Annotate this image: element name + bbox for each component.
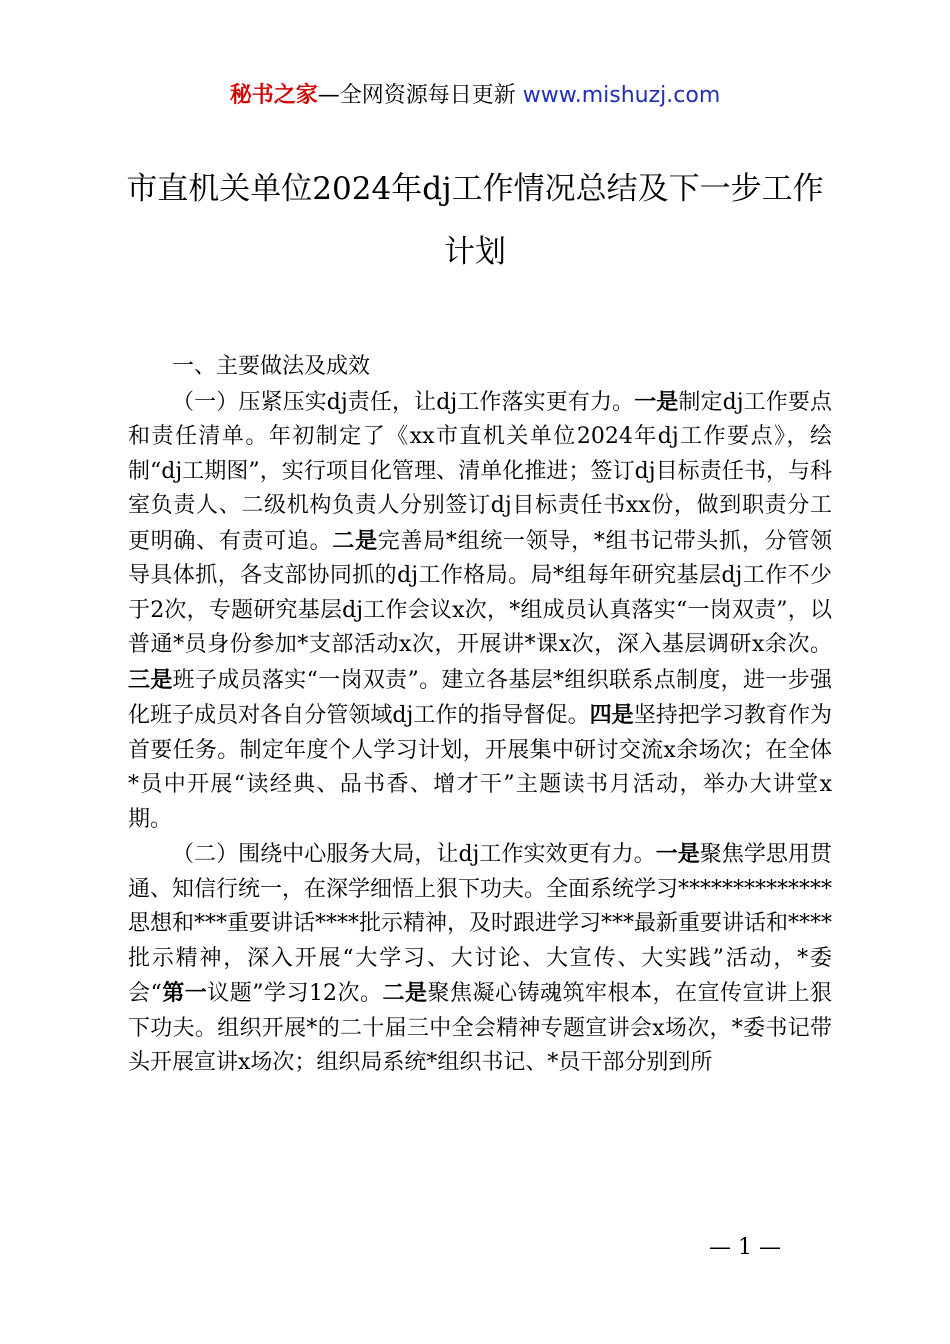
site-brand: 秘书之家 — [229, 83, 318, 108]
site-url-link[interactable]: www.mishuzj.com — [522, 83, 721, 108]
ordinal-marker: 四是 — [589, 702, 634, 728]
paragraph-text: 坚持把学习教育作为首要任务。制定年度个人学习计划，开展集中研讨交流x余场次；在全体*员中开展“读经典、品书香、增才干”主题读书月活动，举办大讲堂x期。 — [128, 703, 832, 832]
site-header — [0, 80, 950, 112]
paragraph-text: 议题”学习12次。 — [207, 981, 383, 1006]
ordinal-marker: 二是 — [332, 527, 378, 554]
page-number: — 1 — — [709, 1235, 781, 1260]
section-heading: 一、主要做法及成效 — [172, 354, 371, 379]
document-body — [128, 350, 832, 1081]
paragraph-responsibility — [128, 385, 832, 838]
paragraph-lead: （一）压紧压实dj责任，让dj工作落实更有力。 — [172, 389, 635, 415]
paragraph-text: 班子成员落实“一岗双责”。建立各基层*组织联系点制度，进一步强化班子成员对各自分管领域dj工作的指导督促。 — [128, 667, 832, 728]
paragraph-text: 制定dj工作要点和责任清单。年初制定了《xx市直机关单位2024年dj工作要点》，绘制“dj工期图”，实行项目化管理、清单化推进；签订dj目标责任书，与科室负责人、二级机构负责人分别签订dj目标责任书xx份，做到职责分工更明确、有责可追。 — [128, 389, 833, 554]
paragraph-service — [128, 837, 832, 1081]
ordinal-marker: 二是 — [382, 980, 428, 1006]
ordinal-marker: 三是 — [128, 666, 173, 693]
paragraph-text: 聚焦凝心铸魂筑牢根本，在宣传宣讲上狠下功夫。组织开展*的二十届三中全会精神专题宣讲会x场次，*委书记带头开展宣讲x场次；组织局系统*组织书记、*员干部分别到所 — [128, 981, 832, 1075]
ordinal-marker: 一是 — [634, 388, 679, 415]
document-title: 市直机关单位2024年dj工作情况总结及下一步工作计划 — [126, 171, 824, 270]
paragraph-text: 完善局*组统一领导，*组书记带头抓，分管领导具体抓，各支部协同抓的dj工作格局。局*组每年研究基层dj工作不少于2次，专题研究基层dj工作会议x次，*组成员认真落实“一岗双责”，以普通*员身份参加*支部活动x次，开展讲*课x次，深入基层调研x余次。 — [128, 528, 832, 657]
ordinal-marker: 一是 — [655, 841, 700, 867]
site-tagline: —全网资源每日更新 — [317, 83, 516, 108]
paragraph-lead: （二）围绕中心服务大局，让dj工作实效更有力。 — [172, 842, 656, 867]
paragraph-text: 聚焦学思用贯通、知信行统一，在深学细悟上狠下功夫。全面系统学习**************思想和***重要讲话****批示精神，及时跟进学习***最新重要讲话和****批示精神，深入开展“大学习、大讨论、大宣传、大实践”活动，*委会“ — [128, 842, 833, 1006]
emphasis-text: 第一 — [161, 980, 208, 1006]
